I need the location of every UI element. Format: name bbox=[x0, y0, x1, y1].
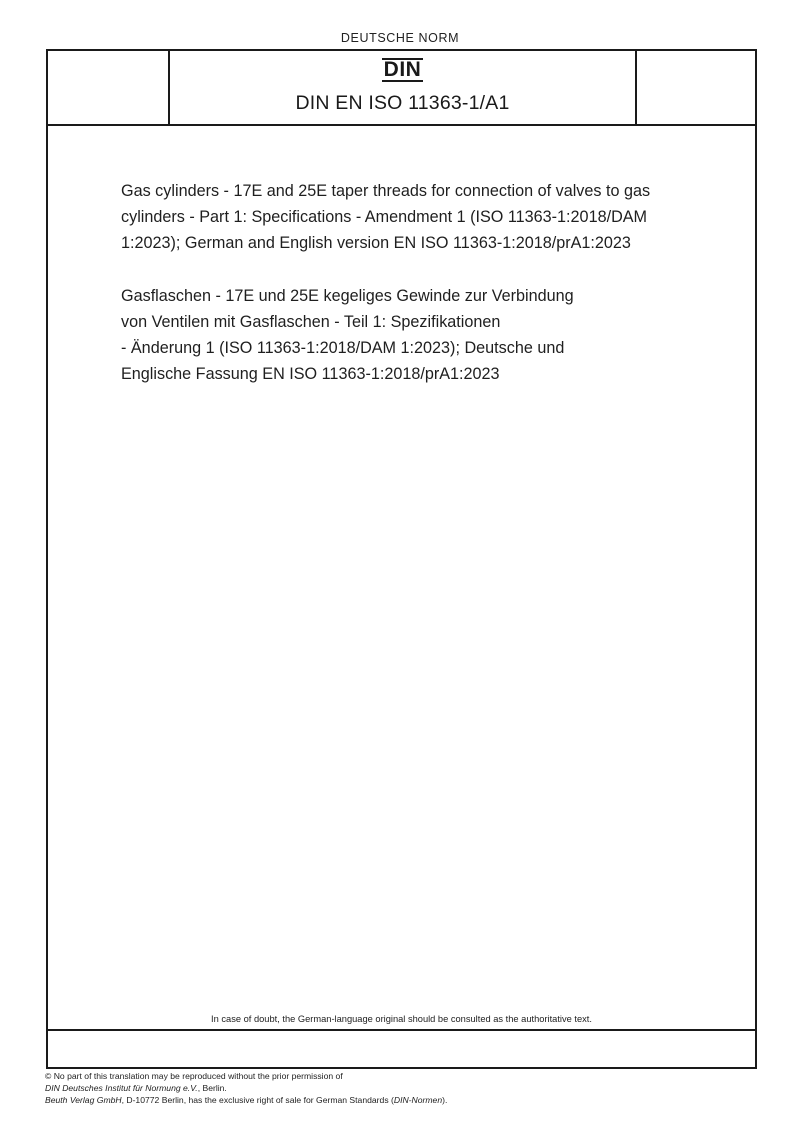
standard-type-label: DEUTSCHE NORM bbox=[340, 31, 460, 45]
header-row bbox=[48, 51, 755, 126]
din-logo: DIN bbox=[383, 58, 422, 81]
copyright-line: Beuth Verlag GmbH, D-10772 Berlin, has the exclusive right of sale for German Standards (DIN-Normen). bbox=[45, 1095, 448, 1105]
english-title bbox=[121, 178, 721, 256]
german-title-line: Englische Fassung EN ISO 11363-1:2018/prA1:2023 bbox=[121, 365, 500, 383]
german-title-line: von Ventilen mit Gasflaschen - Teil 1: Spezifikationen bbox=[121, 313, 501, 331]
header-cell-right bbox=[635, 51, 755, 124]
header-center-cell bbox=[170, 51, 635, 124]
copyright-line: © No part of this translation may be reproduced without the prior permission of bbox=[45, 1071, 343, 1081]
document-number: DIN EN ISO 11363-1/A1 bbox=[295, 92, 510, 114]
english-title-line: 1:2023); German and English version EN ISO 11363-1:2018/prA1:2023 bbox=[121, 234, 631, 252]
footer-divider bbox=[48, 1029, 755, 1031]
german-title-line: - Änderung 1 (ISO 11363-1:2018/DAM 1:2023); Deutsche und bbox=[121, 339, 565, 357]
english-title-line: Gas cylinders - 17E and 25E taper threads for connection of valves to gas bbox=[121, 182, 651, 200]
german-title bbox=[121, 283, 721, 387]
authoritative-text-note: In case of doubt, the German-language original should be consulted as the authoritative text. bbox=[211, 1014, 592, 1024]
copyright-notice bbox=[45, 1070, 447, 1106]
header-cell-left bbox=[48, 51, 170, 124]
copyright-line: DIN Deutsches Institut für Normung e.V., Berlin. bbox=[45, 1083, 227, 1093]
document-frame bbox=[46, 49, 757, 1069]
german-title-line: Gasflaschen - 17E und 25E kegeliges Gewinde zur Verbindung bbox=[121, 287, 574, 305]
english-title-line: cylinders - Part 1: Specifications - Amendment 1 (ISO 11363-1:2018/DAM bbox=[121, 208, 648, 226]
